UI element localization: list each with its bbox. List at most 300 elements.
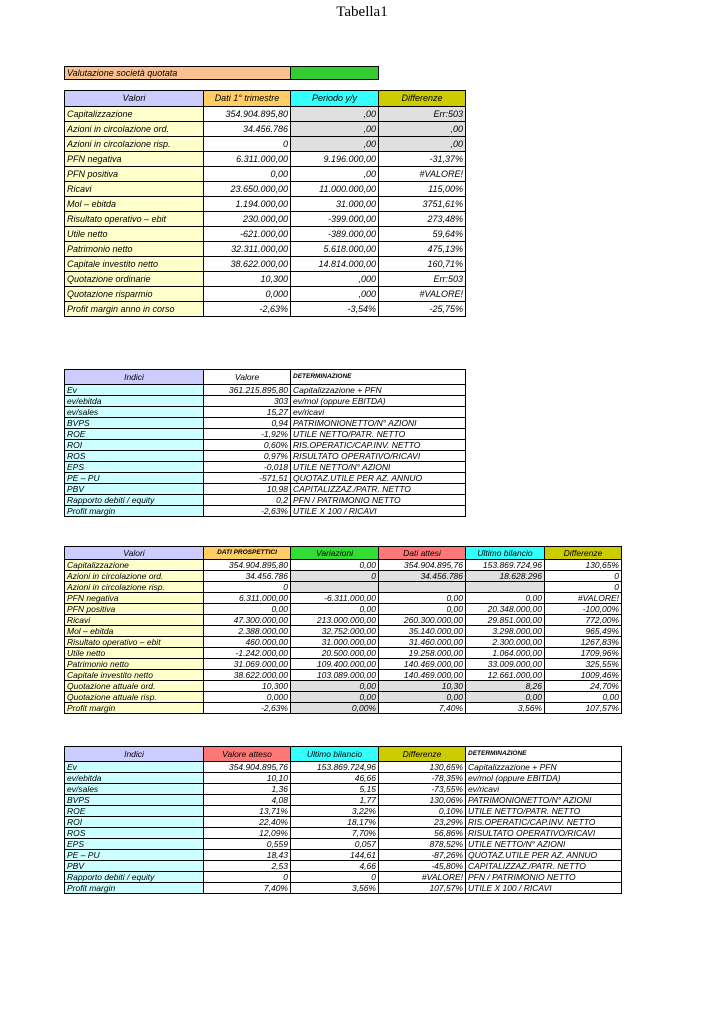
- table-row: [65, 495, 466, 506]
- table-row: [65, 637, 622, 648]
- value-atteso: 10,10: [204, 773, 291, 784]
- value-trimestre: 34.456.786: [204, 122, 291, 137]
- table-row: [65, 429, 466, 440]
- value-differenze: 1709,96%: [545, 648, 622, 659]
- value-attesi: 260.300.000,00: [379, 615, 466, 626]
- value-attesi: 7,40%: [379, 703, 466, 714]
- row-label: Rapporto debiti / equity: [65, 495, 204, 506]
- table-header: [65, 547, 622, 560]
- table-row: [65, 287, 466, 302]
- value-atteso: 0,559: [204, 839, 291, 850]
- value-ultimo-bilancio: 1,77: [291, 795, 379, 806]
- table-row: [65, 197, 466, 212]
- value-ultimo-bilancio: 20.348.000,00: [466, 604, 545, 615]
- value-ultimo-bilancio: 18.628.296: [466, 571, 545, 582]
- table-row: [65, 407, 466, 418]
- value-trimestre: 10,300: [204, 272, 291, 287]
- determinazione: RIS.OPERATIC/CAP.INV. NETTO: [466, 817, 622, 828]
- header-indici: Indici: [65, 747, 204, 762]
- determinazione: RISULTATO OPERATIVO/RICAVI: [291, 451, 466, 462]
- value-ultimo-bilancio: 7,70%: [291, 828, 379, 839]
- determinazione: ev/ricavi: [291, 407, 466, 418]
- value-differenze: 107,57%: [379, 883, 466, 894]
- value-differenze: -73,55%: [379, 784, 466, 795]
- value-differenze: -25,75%: [379, 302, 466, 317]
- row-label: ROI: [65, 440, 204, 451]
- value-differenze: #VALORE!: [379, 872, 466, 883]
- determinazione: UTILE X 100 / RICAVI: [291, 506, 466, 517]
- table-row: [65, 703, 622, 714]
- determinazione: RIS.OPERATIC/CAP.INV. NETTO: [291, 440, 466, 451]
- table-row: [65, 659, 622, 670]
- table-row: [65, 385, 466, 396]
- value-prospettici: 0,00: [204, 604, 291, 615]
- table-row: [65, 692, 622, 703]
- table-row: [65, 872, 622, 883]
- determinazione: PATRIMONIONETTO/N° AZIONI: [466, 795, 622, 806]
- table-row: [65, 418, 466, 429]
- value-atteso: 22,40%: [204, 817, 291, 828]
- value-attesi: 0,00: [379, 593, 466, 604]
- value-differenze: 0: [545, 571, 622, 582]
- value-attesi: 354.904.895,76: [379, 560, 466, 571]
- row-label: Capitalizzazione: [65, 560, 204, 571]
- value: 0,94: [204, 418, 291, 429]
- value-ultimo-bilancio: 18,17%: [291, 817, 379, 828]
- value-prospettici: 354.904.895,80: [204, 560, 291, 571]
- value-trimestre: 230.000,00: [204, 212, 291, 227]
- value-periodo: ,00: [291, 137, 379, 152]
- table-header: [65, 747, 622, 762]
- table-row: [65, 681, 622, 692]
- value-differenze: 1009,46%: [545, 670, 622, 681]
- valuation-title: Valutazione società quotata: [65, 67, 291, 80]
- table-row: [65, 440, 466, 451]
- row-label: PE – PU: [65, 473, 204, 484]
- table-row: [65, 242, 466, 257]
- determinazione: Capitalizzazione + PFN: [291, 385, 466, 396]
- value-differenze: 0,00: [545, 692, 622, 703]
- row-label: Risultato operativo – ebit: [65, 212, 204, 227]
- value-periodo: 11.000.000,00: [291, 182, 379, 197]
- header-ultimo-bilancio: Ultimo bilancio: [291, 747, 379, 762]
- row-label: Ev: [65, 385, 204, 396]
- value: 0,97%: [204, 451, 291, 462]
- value-prospettici: 0,000: [204, 692, 291, 703]
- value-variazioni: 32.752.000,00: [291, 626, 379, 637]
- value-ultimo-bilancio: 33.009.000,00: [466, 659, 545, 670]
- value: 0,2: [204, 495, 291, 506]
- value-attesi: 140.469.000,00: [379, 670, 466, 681]
- value-differenze: 0: [545, 582, 622, 593]
- valuation-title-table: [64, 66, 379, 80]
- row-label: Profit margin: [65, 506, 204, 517]
- row-label: ROS: [65, 451, 204, 462]
- row-label: BVPS: [65, 418, 204, 429]
- row-label: Capitale investito netto: [65, 257, 204, 272]
- value-periodo: -389.000,00: [291, 227, 379, 242]
- determinazione: QUOTAZ.UTILE PER AZ. ANNUO: [466, 850, 622, 861]
- row-label: Rapporto debiti / equity: [65, 872, 204, 883]
- value-trimestre: -621.000,00: [204, 227, 291, 242]
- value-atteso: 1,36: [204, 784, 291, 795]
- value-trimestre: 0: [204, 137, 291, 152]
- table-row: [65, 484, 466, 495]
- value-differenze: 115,00%: [379, 182, 466, 197]
- value-prospettici: 47.300.000,00: [204, 615, 291, 626]
- value-prospettici: 6.311.000,00: [204, 593, 291, 604]
- value: 15,27: [204, 407, 291, 418]
- row-label: Quotazione attuale ord.: [65, 681, 204, 692]
- value-ultimo-bilancio: 3,56%: [466, 703, 545, 714]
- value-trimestre: 0,00: [204, 167, 291, 182]
- value-variazioni: 31.000.000,00: [291, 637, 379, 648]
- value-attesi: 34.456.786: [379, 571, 466, 582]
- table-row: [65, 227, 466, 242]
- row-label: ev/sales: [65, 407, 204, 418]
- value-differenze: 130,06%: [379, 795, 466, 806]
- value-variazioni: 0,00: [291, 604, 379, 615]
- table-row: [65, 626, 622, 637]
- header-valori: Valori: [65, 547, 204, 560]
- table-row: [65, 152, 466, 167]
- determinazione: QUOTAZ.UTILE PER AZ. ANNUO: [291, 473, 466, 484]
- row-label: Azioni in circolazione risp.: [65, 137, 204, 152]
- value-trimestre: -2,63%: [204, 302, 291, 317]
- row-label: Utile netto: [65, 227, 204, 242]
- header-dati-attesi: Dati attesi: [379, 547, 466, 560]
- table-row: [65, 272, 466, 287]
- value-periodo: -399.000,00: [291, 212, 379, 227]
- table-row: [65, 473, 466, 484]
- table-row: [65, 506, 466, 517]
- value-differenze: 56,86%: [379, 828, 466, 839]
- table-row: [65, 773, 622, 784]
- value-trimestre: 6.311.000,00: [204, 152, 291, 167]
- row-label: BVPS: [65, 795, 204, 806]
- value-trimestre: 1.194.000,00: [204, 197, 291, 212]
- value-prospettici: 31.069.000,00: [204, 659, 291, 670]
- value-periodo: ,00: [291, 107, 379, 122]
- value-periodo: ,000: [291, 272, 379, 287]
- value: 361.215.895,80: [204, 385, 291, 396]
- row-label: Azioni in circolazione risp.: [65, 582, 204, 593]
- value: 10,98: [204, 484, 291, 495]
- row-label: Mol – ebitda: [65, 626, 204, 637]
- value-variazioni: 0,00: [291, 560, 379, 571]
- row-label: PE – PU: [65, 850, 204, 861]
- value-attesi: 0,00: [379, 604, 466, 615]
- determinazione: PATRIMONIONETTO/N° AZIONI: [291, 418, 466, 429]
- value-ultimo-bilancio: 5,15: [291, 784, 379, 795]
- row-label: Patrimonio netto: [65, 242, 204, 257]
- value-variazioni: 213.000.000,00: [291, 615, 379, 626]
- value-ultimo-bilancio: 12.661.000,00: [466, 670, 545, 681]
- value-ultimo-bilancio: 4,66: [291, 861, 379, 872]
- determinazione: CAPITALIZZAZ./PATR. NETTO: [466, 861, 622, 872]
- value-differenze: 0,10%: [379, 806, 466, 817]
- table-row: [65, 582, 622, 593]
- header-determinazione: DETERMINAZIONE: [291, 370, 466, 385]
- value-ultimo-bilancio: 153.869.724,96: [291, 762, 379, 773]
- value-differenze: Err:503: [379, 272, 466, 287]
- determinazione: RISULTATO OPERATIVO/RICAVI: [466, 828, 622, 839]
- value-ultimo-bilancio: 0,00: [466, 593, 545, 604]
- table-row: [65, 396, 466, 407]
- table-row: [65, 462, 466, 473]
- value-periodo: ,00: [291, 122, 379, 137]
- value-differenze: -100,00%: [545, 604, 622, 615]
- value-prospettici: -1.242.000,00: [204, 648, 291, 659]
- header-valori: Valori: [65, 91, 204, 107]
- value-differenze: #VALORE!: [545, 593, 622, 604]
- value-differenze: 59,64%: [379, 227, 466, 242]
- value: 0,60%: [204, 440, 291, 451]
- table-row: [65, 795, 622, 806]
- value-differenze: 107,57%: [545, 703, 622, 714]
- value-ultimo-bilancio: 153.869.724,96: [466, 560, 545, 571]
- value-differenze: 130,65%: [545, 560, 622, 571]
- value-variazioni: 0,00: [291, 692, 379, 703]
- value-differenze: 23,29%: [379, 817, 466, 828]
- table-row: [65, 107, 466, 122]
- row-label: ROE: [65, 806, 204, 817]
- row-label: ROE: [65, 429, 204, 440]
- value-differenze: 965,49%: [545, 626, 622, 637]
- value-periodo: ,00: [291, 167, 379, 182]
- value-differenze: ,00: [379, 122, 466, 137]
- value-prospettici: 34.456.786: [204, 571, 291, 582]
- value-ultimo-bilancio: 3,22%: [291, 806, 379, 817]
- row-label: Azioni in circolazione ord.: [65, 122, 204, 137]
- determinazione: ev/mol (oppure EBITDA): [291, 396, 466, 407]
- value-differenze: -78,35%: [379, 773, 466, 784]
- table-row: [65, 257, 466, 272]
- row-label: Patrimonio netto: [65, 659, 204, 670]
- value-trimestre: 354.904.895,80: [204, 107, 291, 122]
- value-atteso: 4,08: [204, 795, 291, 806]
- table-row: [65, 806, 622, 817]
- value-variazioni: 20.500.000,00: [291, 648, 379, 659]
- value-ultimo-bilancio: 0: [291, 872, 379, 883]
- value-differenze: 24,70%: [545, 681, 622, 692]
- table-row: [65, 762, 622, 773]
- value: -1,92%: [204, 429, 291, 440]
- table-header: [65, 91, 466, 107]
- table-row: [65, 122, 466, 137]
- value-variazioni: 0,00: [291, 681, 379, 692]
- row-label: Risultato operativo – ebit: [65, 637, 204, 648]
- determinazione: Capitalizzazione + PFN: [466, 762, 622, 773]
- value-periodo: -3,54%: [291, 302, 379, 317]
- value-differenze: 325,55%: [545, 659, 622, 670]
- value-differenze: 475,13%: [379, 242, 466, 257]
- value-differenze: 273,48%: [379, 212, 466, 227]
- value-prospettici: 0: [204, 582, 291, 593]
- value-attesi: [379, 582, 466, 593]
- value-atteso: 13,71%: [204, 806, 291, 817]
- value-differenze: 130,65%: [379, 762, 466, 773]
- table-row: [65, 604, 622, 615]
- header-differenze: Differenze: [545, 547, 622, 560]
- value-differenze: Err:503: [379, 107, 466, 122]
- determinazione: UTILE NETTO/PATR. NETTO: [291, 429, 466, 440]
- row-label: Profit margin: [65, 703, 204, 714]
- value-attesi: 10,30: [379, 681, 466, 692]
- value-periodo: 14.814.000,00: [291, 257, 379, 272]
- value-variazioni: 103.089.000,00: [291, 670, 379, 681]
- header-variazioni: Variazioni: [291, 547, 379, 560]
- row-label: Ricavi: [65, 182, 204, 197]
- row-label: ev/ebitda: [65, 396, 204, 407]
- valuation-title-marker: [291, 67, 379, 80]
- row-label: Profit margin anno in corso: [65, 302, 204, 317]
- table-row: [65, 861, 622, 872]
- row-label: ev/ebitda: [65, 773, 204, 784]
- table-row: [65, 560, 622, 571]
- table-row: [65, 182, 466, 197]
- value-periodo: 9.196.000,00: [291, 152, 379, 167]
- value-prospettici: -2,63%: [204, 703, 291, 714]
- value-differenze: 3751,61%: [379, 197, 466, 212]
- row-label: ROS: [65, 828, 204, 839]
- value-trimestre: 38.622.000,00: [204, 257, 291, 272]
- row-label: PFN negativa: [65, 152, 204, 167]
- value-ultimo-bilancio: 46,66: [291, 773, 379, 784]
- row-label: Mol – ebitda: [65, 197, 204, 212]
- value-variazioni: 0,00%: [291, 703, 379, 714]
- row-label: Profit margin: [65, 883, 204, 894]
- page-title: Tabella1: [336, 4, 388, 20]
- header-indici: Indici: [65, 370, 204, 385]
- value-differenze: #VALORE!: [379, 287, 466, 302]
- table-row: [65, 648, 622, 659]
- prospective-table: [64, 546, 622, 714]
- value-ultimo-bilancio: 3.298.000,00: [466, 626, 545, 637]
- determinazione: PFN / PATRIMONIO NETTO: [466, 872, 622, 883]
- value-atteso: 354.904.895,76: [204, 762, 291, 773]
- header-dati-trimestre: Dati 1° trimestre: [204, 91, 291, 107]
- value-attesi: 140.469.000,00: [379, 659, 466, 670]
- value-atteso: 2,53: [204, 861, 291, 872]
- row-label: EPS: [65, 462, 204, 473]
- value-attesi: 31.460.000,00: [379, 637, 466, 648]
- determinazione: PFN / PATRIMONIO NETTO: [291, 495, 466, 506]
- value-prospettici: 460.000,00: [204, 637, 291, 648]
- expected-indices-table: [64, 746, 622, 894]
- value: 303: [204, 396, 291, 407]
- value-trimestre: 23.650.000,00: [204, 182, 291, 197]
- row-label: ev/sales: [65, 784, 204, 795]
- value-differenze: 878,52%: [379, 839, 466, 850]
- table-row: [65, 571, 622, 582]
- value-periodo: 31.000,00: [291, 197, 379, 212]
- row-label: Azioni in circolazione ord.: [65, 571, 204, 582]
- quarter-values-table: [64, 90, 466, 317]
- value-periodo: 5.618.000,00: [291, 242, 379, 257]
- value-ultimo-bilancio: 1.064.000,00: [466, 648, 545, 659]
- row-label: EPS: [65, 839, 204, 850]
- row-label: Quotazione attuale risp.: [65, 692, 204, 703]
- table-row: [65, 451, 466, 462]
- header-determinazione: DETERMINAZIONE: [466, 747, 622, 762]
- value-differenze: -87,26%: [379, 850, 466, 861]
- row-label: PFN negativa: [65, 593, 204, 604]
- table-row: [65, 784, 622, 795]
- value-ultimo-bilancio: 0,00: [466, 692, 545, 703]
- value-ultimo-bilancio: [466, 582, 545, 593]
- determinazione: UTILE NETTO/PATR. NETTO: [466, 806, 622, 817]
- value-ultimo-bilancio: 29.851.000,00: [466, 615, 545, 626]
- value-attesi: 35.140.000,00: [379, 626, 466, 637]
- determinazione: ev/ricavi: [466, 784, 622, 795]
- table-row: [65, 670, 622, 681]
- row-label: Ev: [65, 762, 204, 773]
- table-row: [65, 137, 466, 152]
- header-differenze: Differenze: [379, 91, 466, 107]
- determinazione: CAPITALIZZAZ./PATR. NETTO: [291, 484, 466, 495]
- row-label: Ricavi: [65, 615, 204, 626]
- value-atteso: 12,09%: [204, 828, 291, 839]
- row-label: Utile netto: [65, 648, 204, 659]
- value-ultimo-bilancio: 0,057: [291, 839, 379, 850]
- value-atteso: 18,43: [204, 850, 291, 861]
- value-variazioni: 0: [291, 571, 379, 582]
- row-label: ROI: [65, 817, 204, 828]
- header-ultimo-bilancio: Ultimo bilancio: [466, 547, 545, 560]
- value-atteso: 7,40%: [204, 883, 291, 894]
- value: -0,018: [204, 462, 291, 473]
- value: -2,63%: [204, 506, 291, 517]
- table-header: [65, 370, 466, 385]
- row-label: Quotazione ordinarie: [65, 272, 204, 287]
- value-trimestre: 32.311.000,00: [204, 242, 291, 257]
- row-label: PFN positiva: [65, 604, 204, 615]
- value-differenze: 1267,83%: [545, 637, 622, 648]
- value-differenze: -31,37%: [379, 152, 466, 167]
- header-valore: Valore: [204, 370, 291, 385]
- value-prospettici: 2.388.000,00: [204, 626, 291, 637]
- row-label: PBV: [65, 861, 204, 872]
- value-periodo: ,000: [291, 287, 379, 302]
- value-variazioni: 109.400.000,00: [291, 659, 379, 670]
- table-row: [65, 212, 466, 227]
- table-row: [65, 839, 622, 850]
- value-variazioni: [291, 582, 379, 593]
- value-atteso: 0: [204, 872, 291, 883]
- value-attesi: 0,00: [379, 692, 466, 703]
- value-ultimo-bilancio: 2.300.000,00: [466, 637, 545, 648]
- value-variazioni: -6.311.000,00: [291, 593, 379, 604]
- table-row: [65, 615, 622, 626]
- value-differenze: -45,80%: [379, 861, 466, 872]
- indices-table: [64, 369, 466, 517]
- determinazione: UTILE NETTO/N° AZIONI: [291, 462, 466, 473]
- value-differenze: 772,00%: [545, 615, 622, 626]
- header-dati-prospettici: DATI PROSPETTICI: [204, 547, 291, 560]
- determinazione: UTILE X 100 / RICAVI: [466, 883, 622, 894]
- table-row: [65, 850, 622, 861]
- table-row: [65, 167, 466, 182]
- value-attesi: 19.258.000,00: [379, 648, 466, 659]
- header-periodo: Periodo y/y: [291, 91, 379, 107]
- row-label: PFN positiva: [65, 167, 204, 182]
- value-prospettici: 38.622.000,00: [204, 670, 291, 681]
- row-label: PBV: [65, 484, 204, 495]
- table-row: [65, 302, 466, 317]
- row-label: Quotazione risparmio: [65, 287, 204, 302]
- value-trimestre: 0,000: [204, 287, 291, 302]
